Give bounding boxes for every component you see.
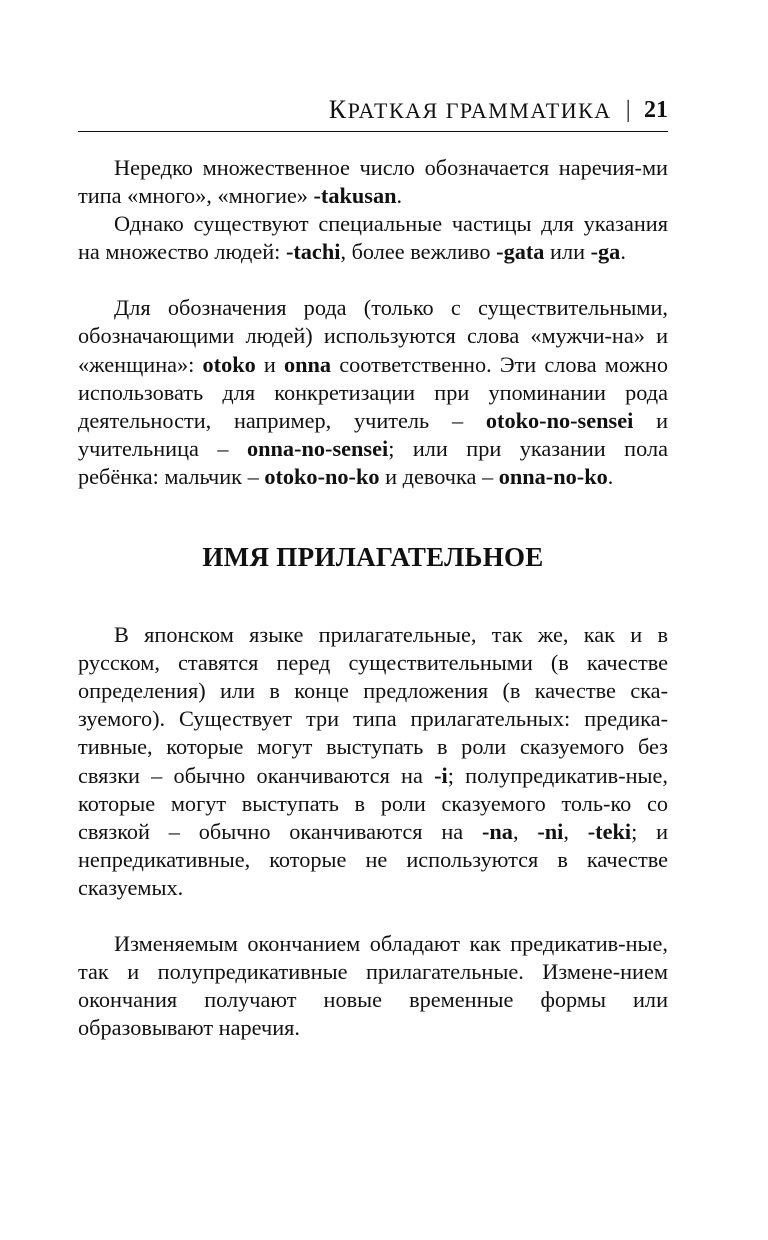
- text-run: и: [255, 351, 284, 377]
- running-title: [329, 95, 612, 125]
- term-bold: onna-no-ko: [498, 463, 608, 489]
- paragraph-adjective-types: [78, 621, 668, 902]
- paragraph-plural-adverbs: [78, 154, 668, 210]
- term-bold: -takusan: [313, 183, 397, 209]
- running-title-initial: К: [328, 95, 348, 124]
- text-run: ; или при указании пола ребёнка: мальчик –: [78, 435, 668, 489]
- term-bold: -na: [481, 818, 513, 844]
- paragraph-plural-particles: [78, 210, 668, 266]
- section-heading: ИМЯ ПРИЛАГАТЕЛЬНОЕ: [202, 542, 544, 573]
- text-run: ; полупредикатив-ные, которые могут выступать в роли сказуемого толь-ко со связкой – обычно оканчиваются на: [78, 762, 669, 844]
- section-gap-after: [78, 597, 668, 621]
- text-run: Нередко множественное число обозначается наречия-ми типа «много», «многие»: [78, 155, 668, 209]
- paragraph-gender: [78, 294, 668, 491]
- text-run: .: [396, 183, 403, 209]
- term-bold: otoko-no-ko: [264, 463, 380, 489]
- text-run: ,: [512, 818, 538, 844]
- text-run: В японском языке прилагательные, так же, как и в русском, ставятся перед существительными (в качестве определения) или в конце предложения (в качестве ска-зуемого). Существует три типа прилагательных: предика-тивные, которые могут выступать в роли сказуемого без связки – обычно оканчиваются на: [78, 622, 668, 788]
- text-run: , более вежливо: [340, 239, 497, 265]
- term-bold: -i: [434, 762, 448, 788]
- term-bold: -teki: [587, 818, 632, 844]
- term-bold: -ni: [537, 818, 564, 844]
- text-run: .: [607, 463, 614, 489]
- term-bold: -ga: [590, 239, 621, 265]
- term-bold: onna-no-sensei: [246, 435, 389, 461]
- text-run: Изменяемым окончанием обладают как предикатив-ные, так и полупредикативные прилагательные. Измене-нием окончания получают новые временные формы или образовывают наречия.: [78, 930, 668, 1041]
- text-run: ,: [563, 818, 588, 844]
- text-run: или: [544, 239, 591, 265]
- section-gap-before: [78, 491, 668, 517]
- page-body: [78, 154, 668, 1042]
- term-bold: -tachi: [285, 239, 341, 265]
- term-bold: onna: [283, 351, 332, 377]
- term-bold: otoko: [202, 351, 256, 377]
- paragraph-inflection: [78, 930, 668, 1042]
- text-run: .: [620, 239, 626, 265]
- text-run: Для обозначения рода (только с существительными, обозначающими людей) используются слова «мужчи-на» и «женщина»:: [78, 295, 668, 377]
- header-separator: |: [625, 96, 632, 123]
- running-title-rest: РАТКАЯ ГРАММАТИКА: [347, 98, 612, 123]
- header-rule: [78, 131, 668, 132]
- text-run: ; и непредикативные, которые не используются в качестве сказуемых.: [78, 818, 668, 900]
- text-run: и учительница –: [78, 407, 668, 461]
- paragraph-gap: [78, 902, 668, 930]
- text-run: и девочка –: [379, 463, 499, 489]
- running-header: [78, 92, 668, 128]
- paragraph-gap: [78, 266, 668, 294]
- term-bold: otoko-no-sensei: [485, 407, 634, 433]
- page-number: 21: [644, 96, 668, 123]
- term-bold: -gata: [496, 239, 545, 265]
- text-run: Однако существуют специальные частицы для указания на множество людей:: [78, 211, 668, 265]
- text-run: соответственно. Эти слова можно использовать для конкретизации при упоминании рода деятельности, например, учитель –: [78, 351, 668, 433]
